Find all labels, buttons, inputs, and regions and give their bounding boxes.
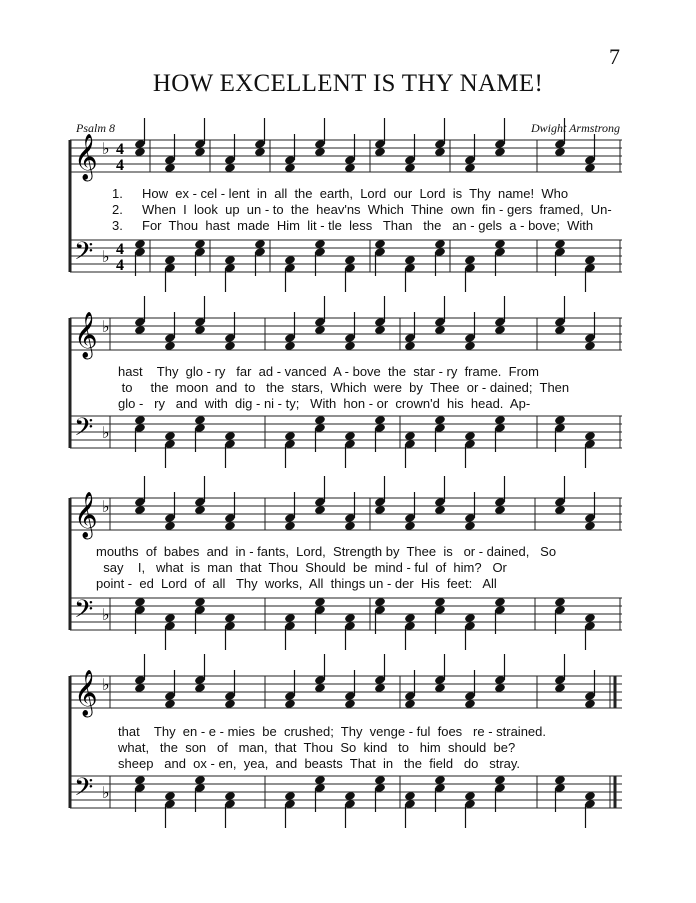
flat-icon: ♭ (102, 497, 110, 516)
lyric-line: that Thy en - e - mies be crushed; Thy venge - ful foes re - strained. (118, 724, 546, 739)
lyric-line: 2. When I look up un - to the heav'ns Which Thine own fin - gers framed, Un- (112, 202, 612, 217)
page-number: 7 (609, 44, 620, 69)
lyric-line: what, the son of man, that Thou So kind to him should be? (118, 740, 516, 755)
flat-icon: ♭ (102, 783, 110, 802)
time-signature: 4 (116, 257, 124, 274)
lyric-line: sheep and ox - en, yea, and beasts That in the field do stray. (118, 756, 521, 771)
lyric-line: hast Thy glo - ry far ad - vanced A - bove the star - ry frame. From (118, 364, 539, 379)
treble-clef-icon: 𝄞 (74, 134, 98, 180)
lyric-line: point - ed Lord of all Thy works, All things un - der His feet: All (96, 576, 497, 591)
time-signature: 4 (116, 241, 124, 258)
flat-icon: ♭ (102, 139, 110, 158)
lyric-line: to the moon and to the stars, Which were by Thee or - dained; Then (118, 380, 570, 395)
flat-icon: ♭ (102, 675, 110, 694)
treble-clef-icon: 𝄞 (74, 312, 98, 358)
flat-icon: ♭ (102, 605, 110, 624)
flat-icon: ♭ (102, 247, 110, 266)
flat-icon: ♭ (102, 317, 110, 336)
lyric-line: glo - ry and with dig - ni - ty; With hon - or crown'd his head. Ap- (118, 396, 531, 411)
psalm-reference: Psalm 8 (76, 121, 115, 135)
flat-icon: ♭ (102, 423, 110, 442)
time-signature: 4 (116, 141, 124, 158)
lyric-line: 3. For Thou hast made Him lit - tle less Than the an - gels a - bove; With (112, 218, 594, 233)
treble-clef-icon: 𝄞 (74, 492, 98, 538)
bass-clef-icon: 𝄢 (74, 237, 94, 272)
lyric-line: 1. How ex - cel - lent in all the earth, Lord our Lord is Thy name! Who (112, 186, 569, 201)
time-signature: 4 (116, 157, 124, 174)
lyric-line: say I, what is man that Thou Should be mind - ful of him? Or (96, 560, 507, 575)
bass-clef-icon: 𝄢 (74, 773, 94, 808)
composer-credit: Dwight Armstrong (530, 121, 620, 135)
page-title: HOW EXCELLENT IS THY NAME! (152, 70, 544, 97)
bass-clef-icon: 𝄢 (74, 595, 94, 630)
bass-clef-icon: 𝄢 (74, 413, 94, 448)
treble-clef-icon: 𝄞 (74, 670, 98, 716)
lyric-line: mouths of babes and in - fants, Lord, Strength by Thee is or - dained, So (96, 544, 557, 559)
